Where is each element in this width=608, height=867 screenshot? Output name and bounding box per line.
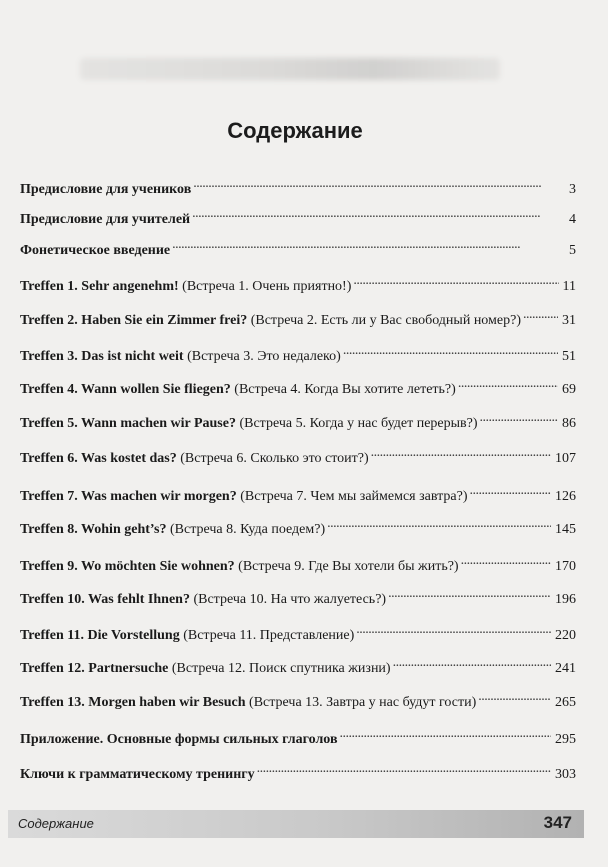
dot-leader [356,621,551,639]
toc-entry-text: Treffen 12. Partnersuche (Встреча 12. Поиск спутника жизни) [20,661,391,676]
dot-leader [343,342,558,360]
toc-entry[interactable] [20,585,576,607]
bleed-through-header [80,58,500,80]
footer-page-number: 347 [543,813,572,832]
toc-entry[interactable] [20,688,576,710]
toc-entry[interactable] [20,375,576,397]
dot-leader [458,375,558,393]
page-title: Содержание [227,118,363,143]
dot-leader [470,482,551,500]
toc-entry-text: Treffen 4. Wann wollen Sie fliegen? (Встреча 4. Когда Вы хотите лететь?) [20,382,456,397]
dot-leader [353,272,558,290]
toc-page-number: 31 [562,313,576,328]
toc-page-number: 3 [569,182,576,197]
toc-entry[interactable] [20,552,576,574]
toc-page-number: 126 [555,489,576,504]
toc-entry-text: Предисловие для учителей [20,212,191,227]
toc-entry[interactable] [20,342,576,364]
toc-page-number: 51 [562,349,576,364]
toc-entry-text: Treffen 10. Was fehlt Ihnen? (Встреча 10. На что жалуетесь?) [20,592,387,607]
toc-entry[interactable] [20,409,576,431]
toc-entry[interactable] [20,725,576,747]
dot-leader [461,552,551,570]
toc-entry-text: Предисловие для учеников [20,182,192,197]
toc-page-number: 69 [562,382,576,397]
toc-page-number: 303 [555,767,576,782]
toc-entry[interactable] [20,515,576,537]
toc-entry-text: Фонетическое введение [20,243,171,258]
toc-entry-text: Treffen 13. Morgen haben wir Besuch (Встреча 13. Завтра у нас будут гости) [20,695,477,710]
toc-entry-text: Treffen 1. Sehr angenehm! (Встреча 1. Очень приятно!) [20,279,352,294]
dot-leader [371,444,551,462]
toc-entry-text: Treffen 5. Wann machen wir Pause? (Встреча 5. Когда у нас будет перерыв?) [20,416,478,431]
dot-leader [388,585,551,603]
toc-entry-text: Ключи к грамматическому тренингу [20,767,255,782]
dot-leader [257,760,551,778]
toc-entry-text: Treffen 7. Was machen wir morgen? (Встреча 7. Чем мы займемся завтра?) [20,489,468,504]
toc-page-number: 196 [555,592,576,607]
dot-leader [480,409,558,427]
dot-leader [192,205,565,223]
toc-entry-text: Treffen 2. Haben Sie ein Zimmer frei? (Встреча 2. Есть ли у Вас свободный номер?) [20,313,521,328]
dot-leader [393,654,551,672]
dot-leader [340,725,551,743]
dot-leader [478,688,551,706]
toc-entry-text: Treffen 3. Das ist nicht weit (Встреча 3. Это недалеко) [20,349,341,364]
toc-entry[interactable] [20,175,576,197]
dot-leader [172,236,565,254]
toc-entry[interactable] [20,306,576,328]
toc-page-number: 4 [569,212,576,227]
toc-entry[interactable] [20,444,576,466]
toc-page-number: 170 [555,559,576,574]
toc-entry[interactable] [20,272,576,294]
toc-page-number: 145 [555,522,576,537]
page-footer [8,810,584,838]
dot-leader [327,515,551,533]
toc-entry[interactable] [20,760,576,782]
toc-page-number: 220 [555,628,576,643]
dot-leader [193,175,565,193]
toc-page-number: 86 [562,416,576,431]
dot-leader [523,306,558,324]
toc-entry-text: Treffen 8. Wohin geht’s? (Встреча 8. Куда поедем?) [20,522,326,537]
toc-entry-text: Treffen 11. Die Vorstellung (Встреча 11. Представление) [20,628,355,643]
toc-page-number: 295 [555,732,576,747]
footer-section-label: Содержание [18,816,94,831]
toc-entry[interactable] [20,654,576,676]
toc-entry[interactable] [20,205,576,227]
toc-page-number: 265 [555,695,576,710]
toc-entry[interactable] [20,236,576,258]
toc-entry-text: Treffen 6. Was kostet das? (Встреча 6. Сколько это стоит?) [20,451,369,466]
toc-page-number: 107 [555,451,576,466]
toc-entry[interactable] [20,621,576,643]
toc-page-number: 241 [555,661,576,676]
toc-page-number: 5 [569,243,576,258]
toc-entry-text: Treffen 9. Wo möchten Sie wohnen? (Встреча 9. Где Вы хотели бы жить?) [20,559,459,574]
toc-entry-text: Приложение. Основные формы сильных глаголов [20,732,338,747]
toc-page-number: 11 [562,279,576,294]
toc-entry[interactable] [20,482,576,504]
